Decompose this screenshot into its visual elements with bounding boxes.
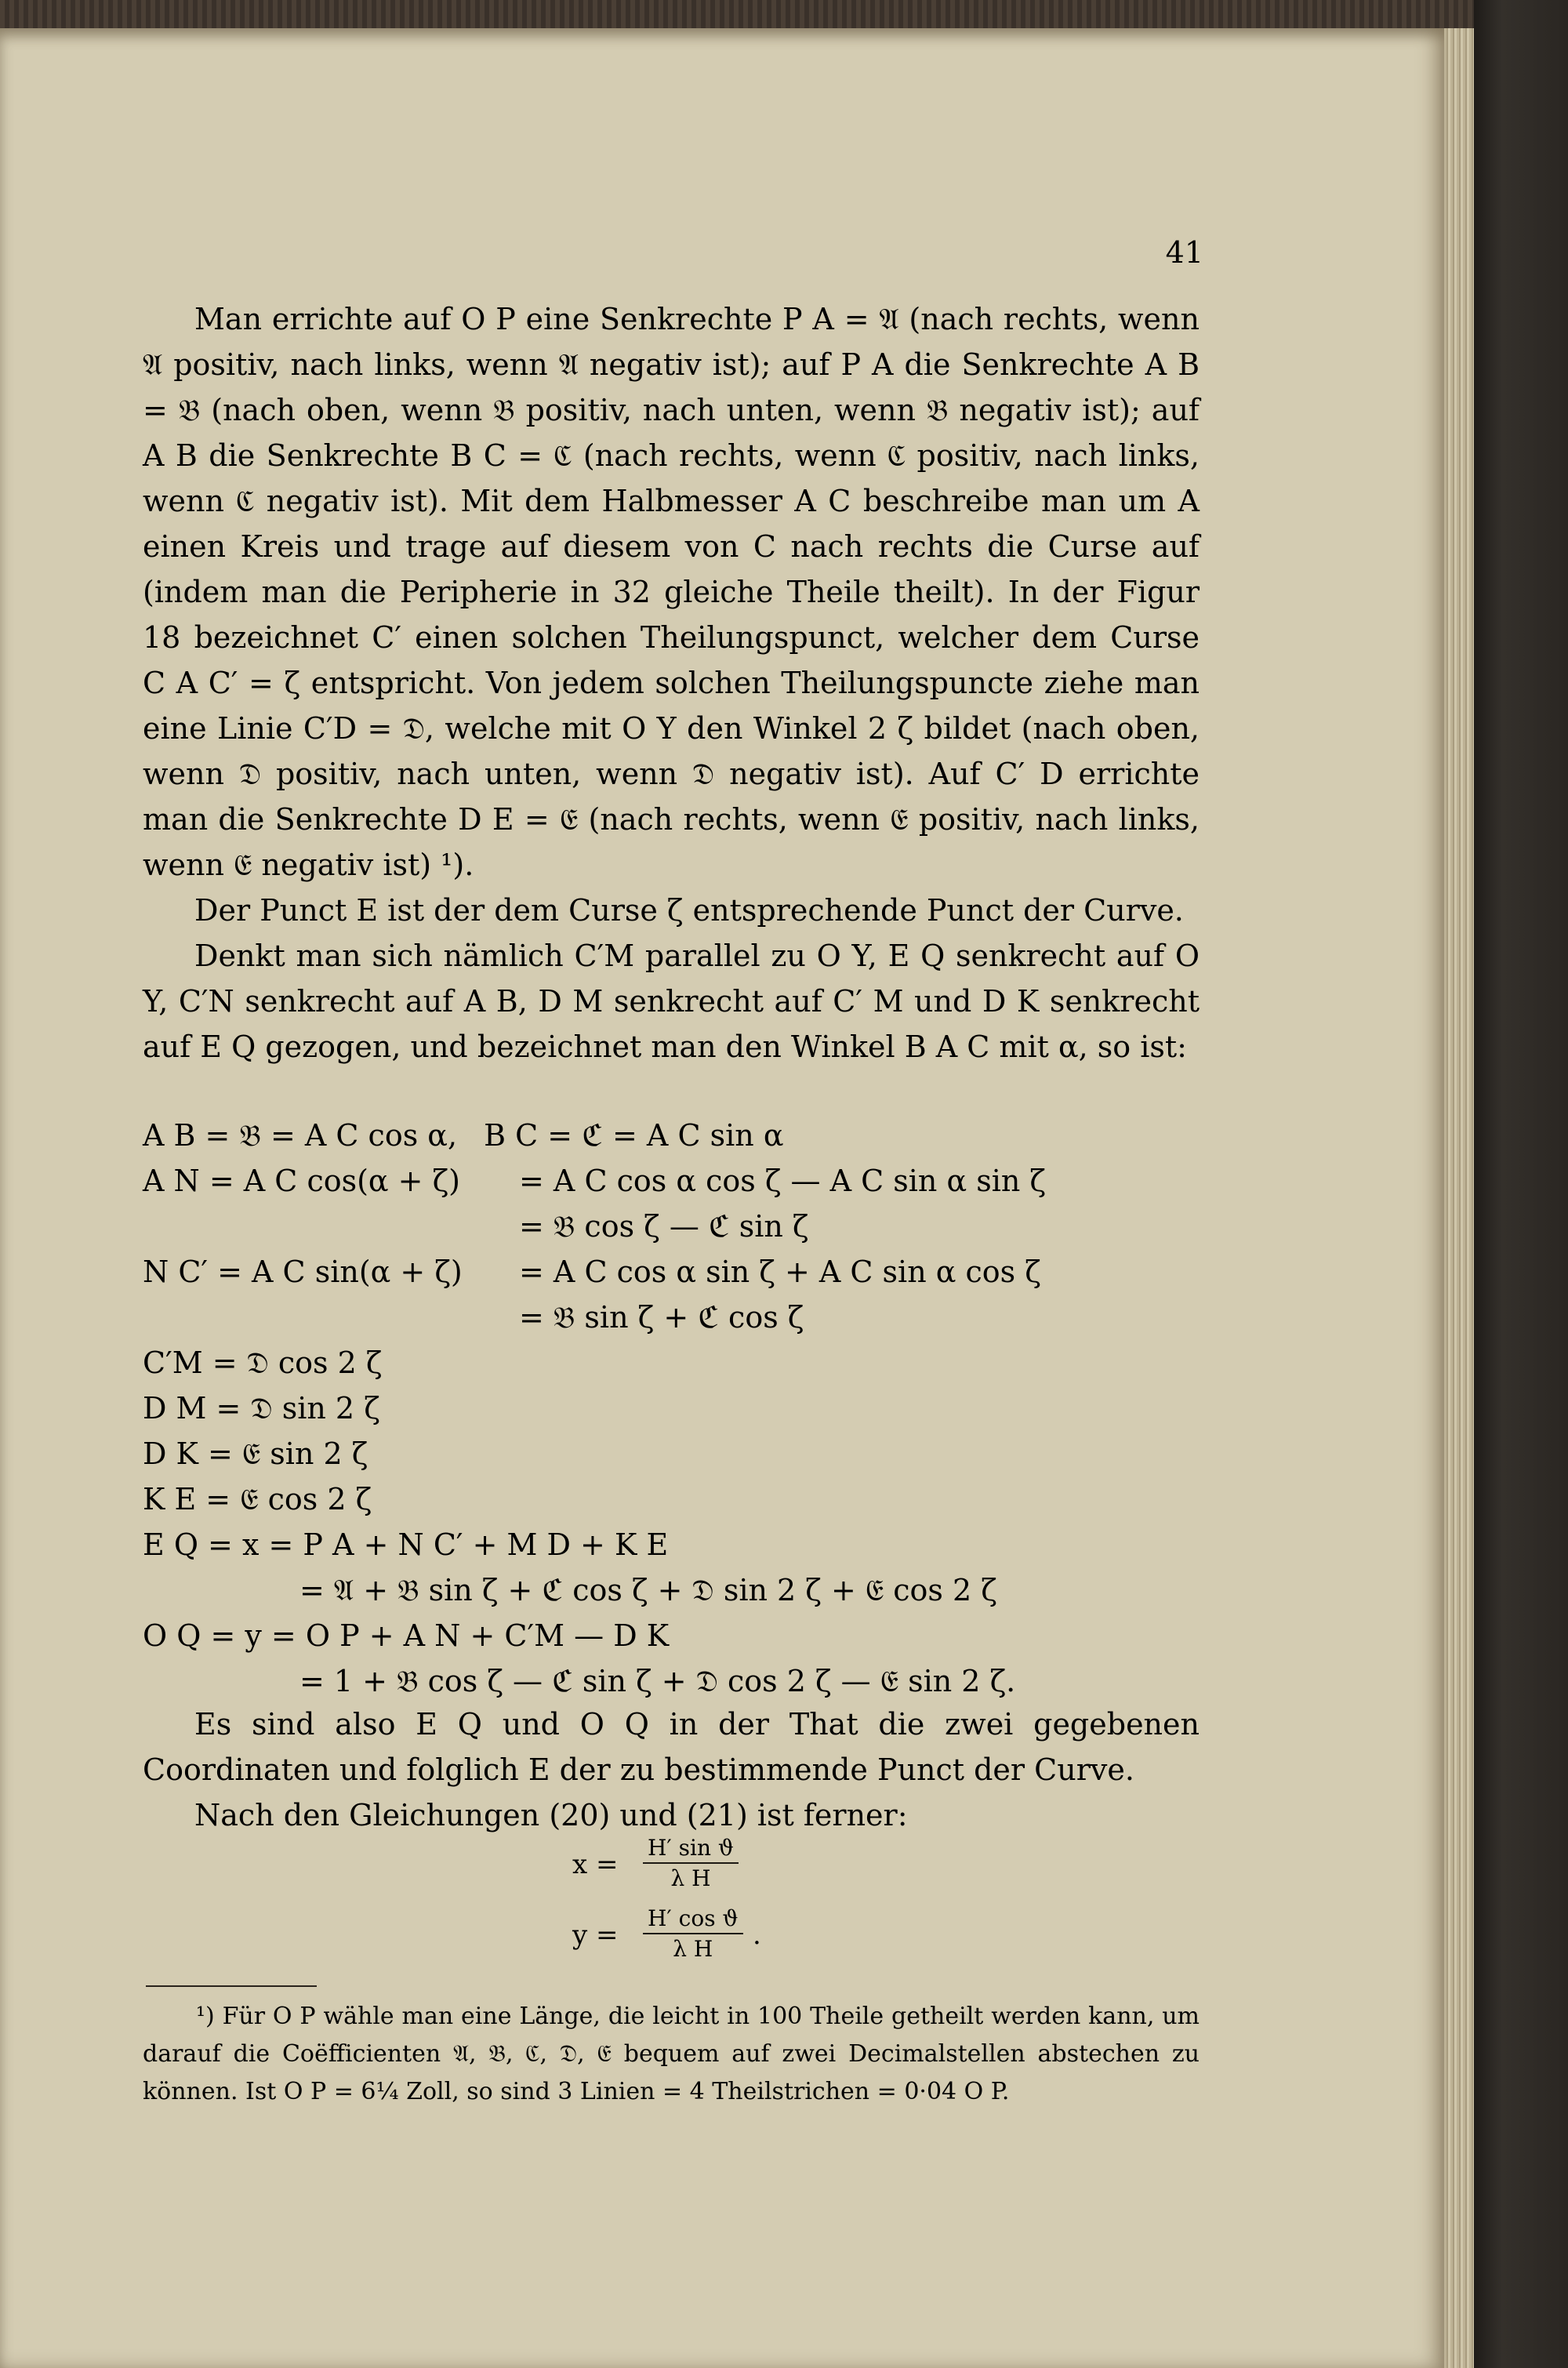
book-cover-edge [1474,0,1568,2368]
fraction-numerator: H′ sin ϑ [648,1835,734,1861]
fraction-denominator: λ H [673,1936,713,1962]
paragraph: Nach den Gleichungen (20) und (21) ist ferner: [194,1798,908,1832]
fraction-lhs: y = [572,1919,619,1951]
equation-rhs: = 1 + 𝔅 cos ζ — ℭ sin ζ + 𝔇 cos 2 ζ — 𝔈 sin 2 ζ. [299,1664,1016,1698]
equation-rhs: = 𝔄 + 𝔅 sin ζ + ℭ cos ζ + 𝔇 sin 2 ζ + 𝔈 cos 2 ζ [299,1573,997,1607]
footnote-rule [146,1985,317,1987]
paragraph: Man errichte auf O P eine Senkrechte P A = 𝔄 (nach rechts, wenn 𝔄 positiv, nach links, wenn 𝔄 negativ ist); auf P A die Senkrechte A B = 𝔅 (nach oben, wenn 𝔅 positiv, nach unten, wenn 𝔅 negativ ist); auf A B die Senkrechte B C = ℭ (nach rechts, wenn ℭ positiv, nach links, wenn ℭ negativ ist). Mit dem Halbmesser A C beschreibe man um A einen Kreis und trage auf diesem von C nach rechts die Curse auf (indem man die Peripherie in 32 gleiche Theile theilt). In der Figur 18 bezeichnet C′ einen solchen Theilungspunct, welcher dem Curse C A C′ = ζ entspricht. Von jedem solchen Theilungspuncte ziehe man eine Linie C′D = 𝔇, welche mit O Y den Winkel 2 ζ bildet (nach oben, wenn 𝔇 positiv, nach unten, wenn 𝔇 negativ ist). Auf C′ D errichte man die Senkrechte D E = 𝔈 (nach rechts, wenn 𝔈 positiv, nach links, wenn 𝔈 negativ ist) ¹). [143,302,1200,882]
fraction-bar [643,1862,739,1864]
equation-lhs: O Q = y = O P + A N + C′M — D K [143,1618,670,1653]
paragraph: Denkt man sich nämlich C′M parallel zu O Y, E Q senkrecht auf O Y, C′N senkrecht auf A B, D M senkrecht auf C′ M und D K senkrecht auf E Q gezogen, und bezeichnet man den Winkel B A C mit α, so ist: [143,939,1200,1064]
page-stack-edges [1444,28,1474,2368]
equation-lhs: N C′ = A C sin(α + ζ) [143,1255,463,1289]
equation-lhs: C′M = 𝔇 cos 2 ζ [143,1346,383,1380]
fraction [643,1835,739,1891]
equation-lhs: A B = 𝔅 = A C cos α, [143,1118,458,1153]
equation-rhs: = 𝔅 cos ζ — ℭ sin ζ [519,1209,809,1244]
page-number: 41 [1165,235,1203,270]
fraction-lhs: x = [572,1849,619,1880]
main-paragraphs [143,296,1200,1070]
equation-lhs: A N = A C cos(α + ζ) [143,1164,461,1198]
closing-paragraphs [143,1702,1200,1838]
fraction-numerator: H′ cos ϑ [648,1905,739,1931]
equation-rhs: = 𝔅 sin ζ + ℭ cos ζ [519,1300,804,1335]
equation-rhs: = A C cos α cos ζ — A C sin α sin ζ [519,1164,1046,1198]
equation-rhs: = A C cos α sin ζ + A C sin α cos ζ [519,1255,1041,1289]
fraction-bar [643,1933,743,1934]
paragraph: Es sind also E Q und O Q in der That die zwei gegebenen Coordinaten und folglich E der zu bestimmende Punct der Curve. [143,1707,1200,1787]
paragraph: Der Punct E ist der dem Curse ζ entsprechende Punct der Curve. [194,893,1184,928]
equation-lhs: E Q = x = P A + N C′ + M D + K E [143,1527,669,1562]
equation-lhs: D M = 𝔇 sin 2 ζ [143,1391,380,1426]
equation-rhs: B C = ℭ = A C sin α [484,1118,784,1153]
fraction-tail: . [753,1919,761,1951]
footnote-text: ¹) Für O P wähle man eine Länge, die leicht in 100 Theile getheilt werden kann, um darauf die Coëfficienten 𝔄, 𝔅, ℭ, 𝔇, 𝔈 bequem auf zwei Decimalstellen abstechen zu können. Ist O P = 6¼ Zoll, so sind 3 Linien = 4 Theilstrichen = 0·04 O P. [143,2003,1200,2105]
fraction [643,1905,743,1962]
equation-lhs: K E = 𝔈 cos 2 ζ [143,1482,372,1516]
equation-lhs: D K = 𝔈 sin 2 ζ [143,1436,368,1471]
footnote [143,1998,1200,2111]
fraction-denominator: λ H [670,1865,711,1891]
